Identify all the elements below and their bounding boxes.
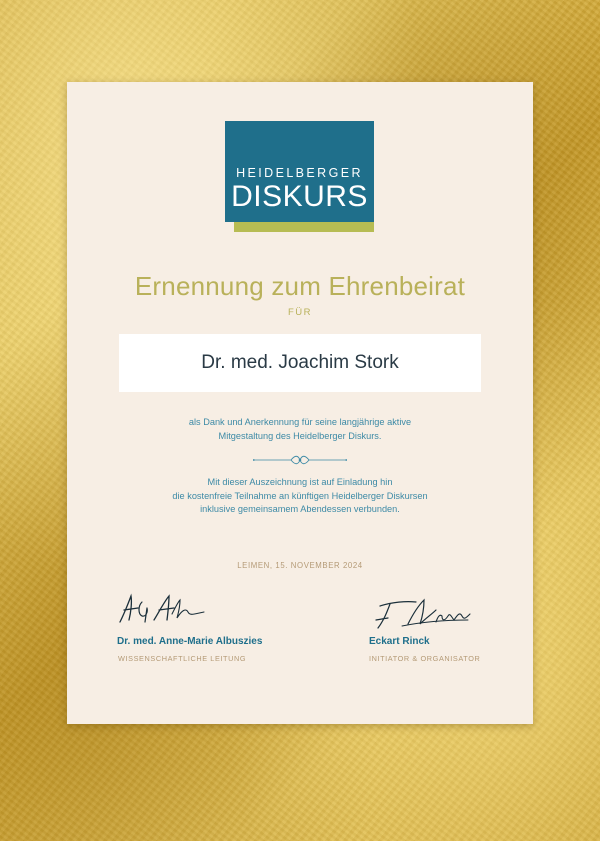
signature-rinck [372, 596, 472, 632]
ornament-divider-icon [253, 454, 347, 466]
dedication-line: Mitgestaltung des Heidelberger Diskurs. [218, 430, 382, 441]
recipient-box [119, 334, 481, 392]
benefit-line: inklusive gemeinsamem Abendessen verbunden. [200, 504, 400, 514]
signer-role-right: INITIATOR & ORGANISATOR [369, 654, 481, 663]
logo-accent-bar [234, 222, 374, 232]
heidelberger-diskurs-logo [225, 121, 374, 222]
signer-name-right: Eckart Rinck [369, 636, 430, 647]
for-label: FÜR [287, 307, 313, 318]
place-date: LEIMEN, 15. NOVEMBER 2024 [237, 561, 363, 570]
signer-name-left: Dr. med. Anne-Marie Albuszies [117, 636, 263, 647]
certificate-title: Ernennung zum Ehrenbeirat [134, 271, 466, 301]
signer-role-left: WISSENSCHAFTLICHE LEITUNG [118, 654, 247, 663]
logo-line-1: HEIDELBERGER [236, 166, 363, 180]
logo-line-2: DISKURS [231, 180, 368, 213]
benefit-line: Mit dieser Auszeichnung ist auf Einladung hin [207, 477, 393, 487]
dedication-line: als Dank und Anerkennung für seine langjährige aktive [188, 417, 412, 427]
benefit-paragraph [67, 476, 533, 517]
dedication-paragraph [67, 416, 533, 443]
recipient-name: Dr. med. Joachim Stork [201, 352, 399, 373]
benefit-line: die kostenfreie Teilnahme an künftigen Heidelberger Diskursen [172, 490, 428, 501]
certificate-paper [67, 82, 533, 724]
signature-albuszies [114, 592, 209, 626]
